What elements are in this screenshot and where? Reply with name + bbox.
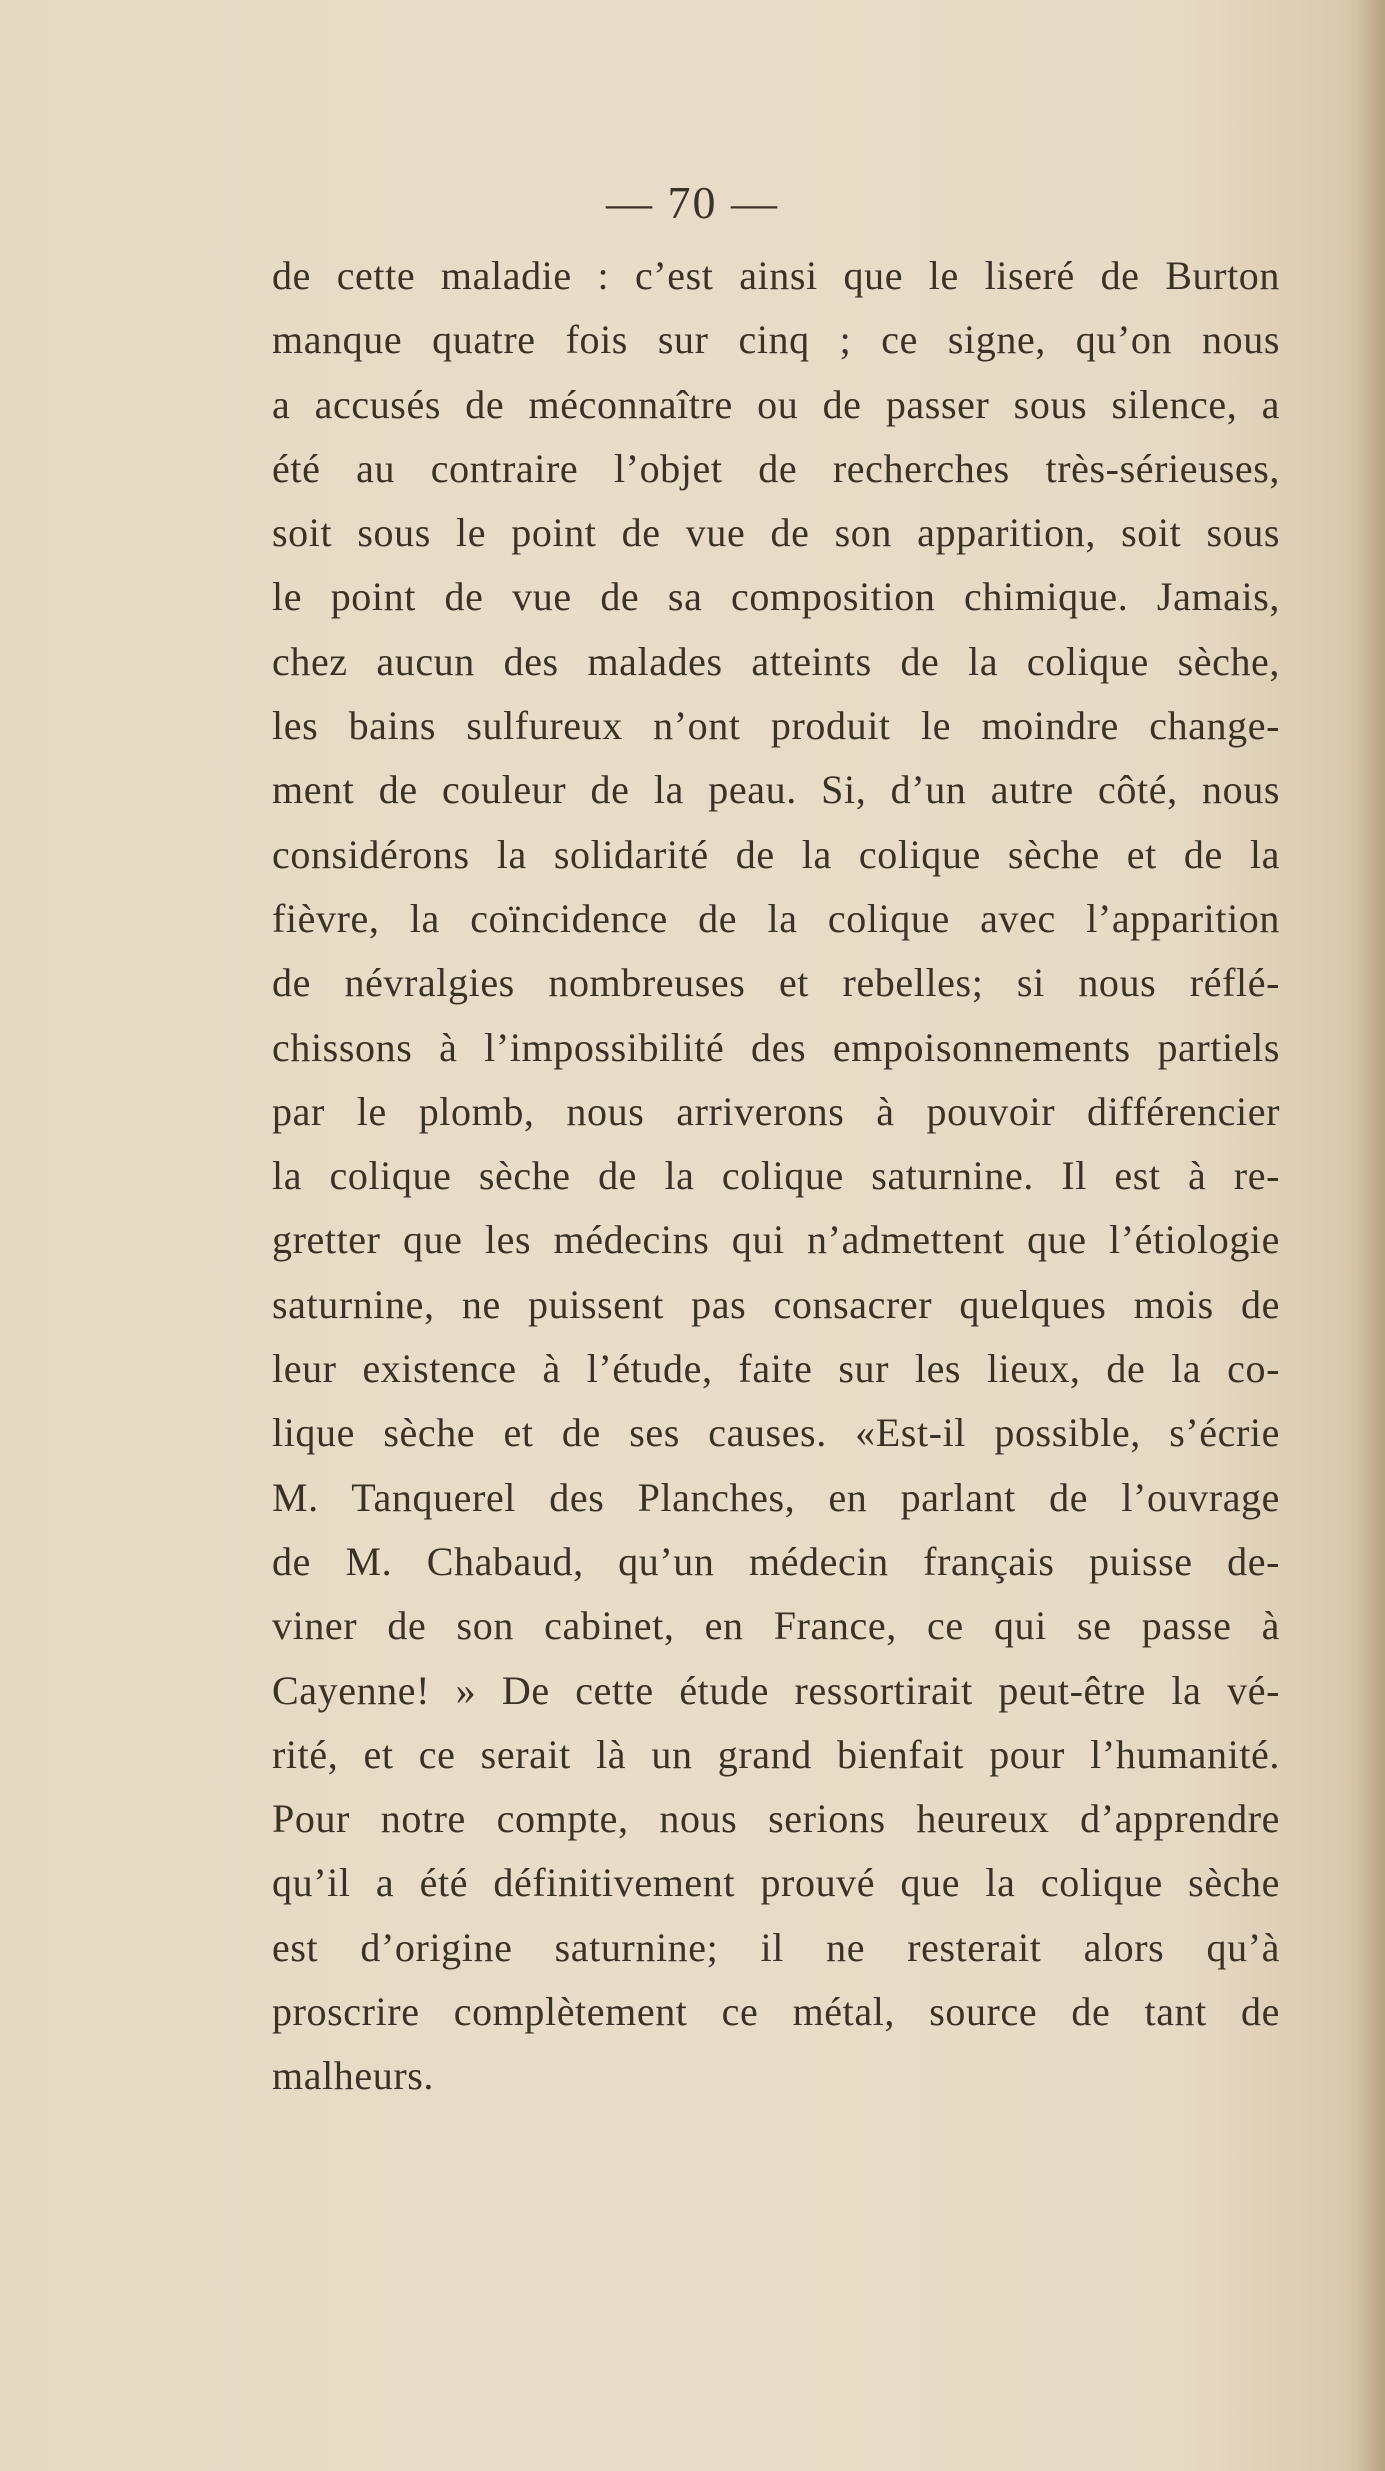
text-line: de cette maladie : c’est ainsi que le liseré de Burton <box>272 253 1280 298</box>
text-line: Cayenne! » De cette étude ressortirait peut-être la vé- <box>272 1667 1280 1713</box>
body-text <box>272 244 1280 2109</box>
text-line: chissons à l’impossibilité des empoisonnements partiels <box>272 1024 1280 1070</box>
text-line: Pour notre compte, nous serions heureux d’apprendre <box>272 1796 1280 1842</box>
text-line: gretter que les médecins qui n’admettent que l’étiologie <box>272 1217 1280 1263</box>
text-line: qu’il a été définitivement prouvé que la colique sèche <box>272 1860 1280 1906</box>
text-line: par le plomb, nous arriverons à pouvoir différencier <box>272 1088 1280 1134</box>
text-line: malheurs. <box>272 2053 435 2099</box>
text-line: les bains sulfureux n’ont produit le moindre change- <box>272 703 1280 749</box>
text-line: viner de son cabinet, en France, ce qui se passe à <box>272 1603 1280 1649</box>
text-line: de M. Chabaud, qu’un médecin français puisse de- <box>272 1538 1280 1584</box>
text-line: a accusés de méconnaître ou de passer sous silence, a <box>272 381 1280 427</box>
text-line: lique sèche et de ses causes. «Est-il possible, s’écrie <box>272 1410 1280 1456</box>
text-line: rité, et ce serait là un grand bienfait pour l’humanité. <box>272 1731 1280 1777</box>
text-line: la colique sèche de la colique saturnine. Il est à re- <box>272 1153 1280 1199</box>
text-line: ment de couleur de la peau. Si, d’un autre côté, nous <box>272 767 1280 813</box>
text-line: considérons la solidarité de la colique sèche et de la <box>272 831 1280 877</box>
text-line: M. Tanquerel des Planches, en parlant de l’ouvrage <box>272 1474 1280 1520</box>
text-line: le point de vue de sa composition chimique. Jamais, <box>272 574 1280 620</box>
text-line: chez aucun des malades atteints de la colique sèche, <box>272 638 1280 684</box>
text-line: été au contraire l’objet de recherches très-sérieuses, <box>272 445 1280 491</box>
text-line: fièvre, la coïncidence de la colique avec l’apparition <box>272 895 1280 941</box>
page-number: — 70 — <box>606 177 779 228</box>
text-line: est d’origine saturnine; il ne resterait alors qu’à <box>272 1924 1280 1970</box>
text-line: saturnine, ne puissent pas consacrer quelques mois de <box>272 1281 1280 1327</box>
text-line: manque quatre fois sur cinq ; ce signe, qu’on nous <box>272 317 1280 363</box>
text-line: soit sous le point de vue de son apparition, soit sous <box>272 510 1280 556</box>
text-line: leur existence à l’étude, faite sur les lieux, de la co- <box>272 1346 1280 1392</box>
text-line: de névralgies nombreuses et rebelles; si nous réflé- <box>272 960 1280 1006</box>
page-edge-shadow <box>1357 0 1385 2471</box>
text-line: proscrire complètement ce métal, source de tant de <box>272 1989 1280 2035</box>
